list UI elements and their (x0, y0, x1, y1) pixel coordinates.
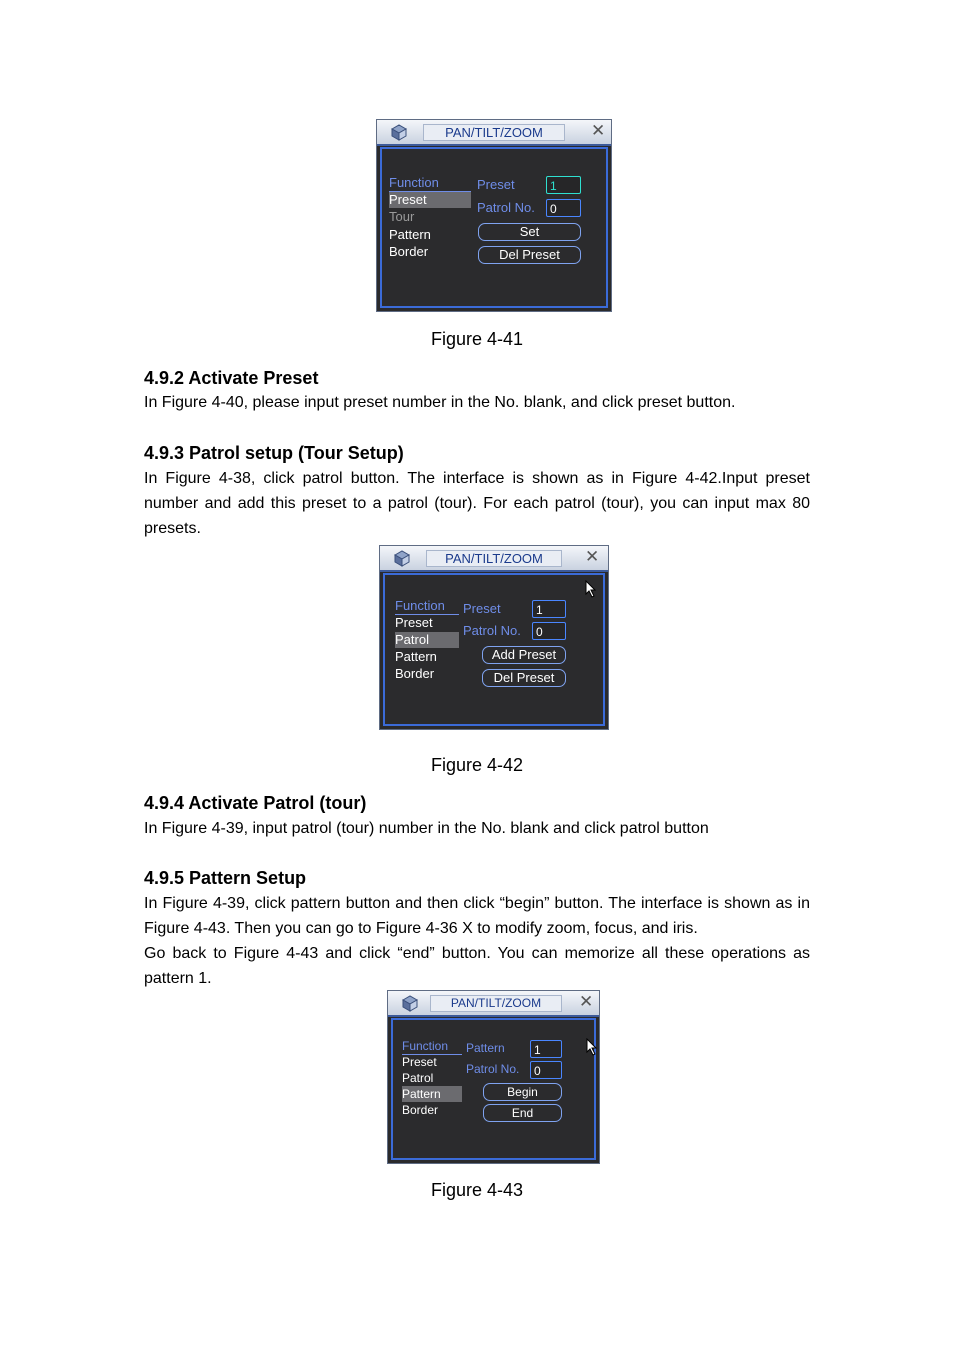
set-button[interactable]: Set (478, 223, 581, 241)
del-preset-button[interactable]: Del Preset (482, 669, 566, 687)
figure-caption: Figure 4-43 (430, 1180, 524, 1200)
function-item-preset[interactable]: Preset (402, 1055, 437, 1069)
ptz-dialog-figure-4-42 (379, 545, 609, 730)
dialog-title: PAN/TILT/ZOOM (426, 550, 562, 567)
function-item-pattern[interactable]: Pattern (402, 1086, 462, 1102)
function-item-patrol[interactable]: Patrol (395, 632, 459, 648)
dialog-body (380, 147, 608, 308)
dialog-body (391, 1018, 596, 1160)
preset-input[interactable]: 1 (532, 600, 566, 618)
patrol-no-input[interactable]: 0 (546, 199, 581, 217)
function-menu-header: Function (389, 175, 471, 192)
patrol-no-input[interactable]: 0 (532, 622, 566, 640)
patrol-no-label: Patrol No. (466, 1062, 520, 1076)
close-icon[interactable]: ✕ (579, 992, 594, 1011)
ptz-logo-icon (389, 123, 409, 141)
section-paragraph (144, 466, 810, 541)
ptz-logo-icon (392, 549, 412, 567)
ptz-dialog-figure-4-43 (387, 990, 600, 1164)
function-item-border[interactable]: Border (402, 1103, 439, 1117)
dialog-title: PAN/TILT/ZOOM (430, 995, 562, 1012)
close-icon[interactable]: ✕ (591, 121, 606, 140)
ptz-logo-icon (400, 994, 420, 1012)
section-heading: 4.9.4 Activate Patrol (tour) (144, 793, 367, 813)
mouse-cursor-icon (586, 1038, 598, 1056)
section-heading: 4.9.3 Patrol setup (Tour Setup) (144, 443, 404, 463)
section-paragraph (144, 816, 810, 841)
paragraph-text: In Figure 4-38, click patrol button. The interface is shown as in Figure 4-42.Input preset number and add this preset to a patrol (tour). For each patrol (tour), you can input max 80 presets. (144, 470, 810, 537)
section-paragraph (144, 390, 810, 415)
mouse-cursor-icon (585, 580, 597, 598)
figure-caption: Figure 4-41 (430, 329, 524, 349)
add-preset-button[interactable]: Add Preset (482, 646, 566, 664)
function-item-preset[interactable]: Preset (395, 615, 433, 630)
ptz-dialog-figure-4-41 (376, 119, 612, 312)
patrol-no-label: Patrol No. (463, 623, 521, 638)
function-menu-header: Function (395, 598, 459, 615)
patrol-no-input[interactable]: 0 (530, 1061, 562, 1079)
function-item-tour[interactable]: Tour (389, 209, 415, 224)
del-preset-button[interactable]: Del Preset (478, 246, 581, 264)
paragraph-text: In Figure 4-39, click pattern button and then click “begin” button. The interface is shown as in Figure 4-43. Then you can go to Figure 4-36 X to modify zoom, focus, and iris. (144, 895, 810, 937)
section-heading: 4.9.2 Activate Preset (144, 368, 319, 388)
dialog-titlebar (380, 546, 608, 572)
dialog-title: PAN/TILT/ZOOM (423, 124, 565, 141)
paragraph-text: In Figure 4-40, please input preset number in the No. blank, and click preset button. (144, 394, 736, 411)
function-item-preset[interactable]: Preset (389, 192, 471, 208)
function-item-patrol[interactable]: Patrol (402, 1071, 434, 1085)
close-icon[interactable]: ✕ (585, 547, 600, 566)
section-heading: 4.9.5 Pattern Setup (144, 868, 307, 888)
function-item-border[interactable]: Border (389, 244, 429, 259)
preset-label: Preset (463, 601, 501, 616)
function-item-border[interactable]: Border (395, 666, 435, 681)
function-item-pattern[interactable]: Pattern (389, 227, 431, 242)
figure-caption: Figure 4-42 (430, 755, 524, 775)
end-button[interactable]: End (483, 1104, 562, 1122)
section-paragraph (144, 891, 810, 991)
dialog-body (383, 573, 605, 726)
function-item-pattern[interactable]: Pattern (395, 649, 437, 664)
begin-button[interactable]: Begin (483, 1083, 562, 1101)
dialog-titlebar (377, 120, 611, 146)
patrol-no-label: Patrol No. (477, 200, 535, 215)
paragraph-text: In Figure 4-39, input patrol (tour) number in the No. blank and click patrol button (144, 820, 709, 837)
pattern-label: Pattern (466, 1041, 505, 1055)
dialog-titlebar (388, 991, 599, 1017)
pattern-input[interactable]: 1 (530, 1040, 562, 1058)
paragraph-text: Go back to Figure 4-43 and click “end” button. You can memorize all these operations as pattern 1. (144, 945, 810, 987)
function-menu-header: Function (402, 1038, 462, 1055)
preset-input[interactable]: 1 (546, 176, 581, 194)
preset-label: Preset (477, 177, 515, 192)
